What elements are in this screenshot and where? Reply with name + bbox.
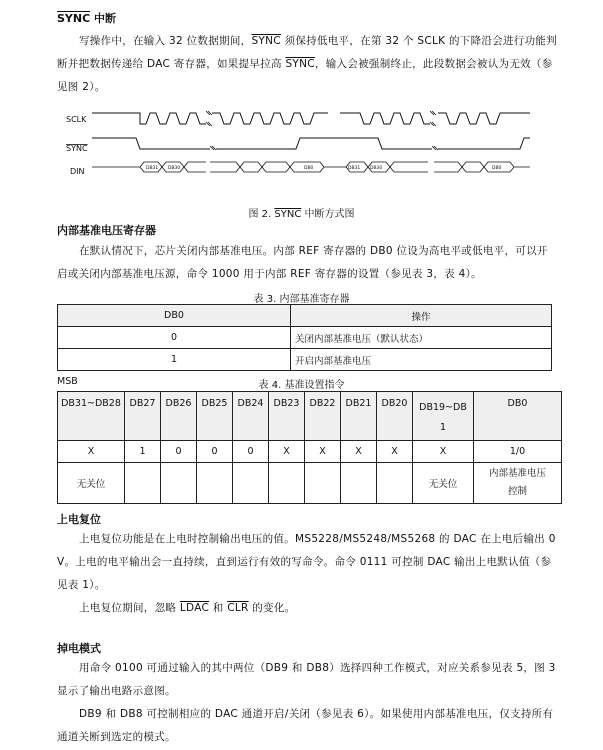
svg-text:DB0: DB0 xyxy=(304,166,314,171)
svg-text:DB31: DB31 xyxy=(146,166,159,171)
section-heading-sync-interrupt: SYNC 中断 xyxy=(57,12,117,25)
table-row: 1 开启内部基准电压 xyxy=(58,349,552,371)
svg-text:DB30: DB30 xyxy=(370,166,383,171)
sync-waveform xyxy=(92,138,530,149)
por-line4: 上电复位期间，忽略 LDAC 和 $\overline{CLR}$ 的变化。 xyxy=(79,602,296,614)
svg-text:DB0: DB0 xyxy=(492,166,502,171)
svg-text:DB30: DB30 xyxy=(168,166,181,171)
table3 xyxy=(57,304,552,371)
signal-label-sclk: SCLK xyxy=(66,115,87,124)
table-row: 无关位 无关位 内部基准电压 控制 xyxy=(58,463,562,504)
ref-paragraph-line2: 启或关闭内部基准电压源，命令 1000 用于内部 REF 寄存器的设置（参见表 3，表 4）。 xyxy=(57,268,482,280)
pd-line1: 用命令 0100 可通过输入的其中两位（DB9 和 DB8）选择四种工作模式，对应关系参见表 5，图 3 xyxy=(79,662,556,674)
pd-line4: 通道关断到选定的模式。 xyxy=(57,731,176,743)
signal-label-din: DIN xyxy=(70,167,85,176)
pd-line3: DB9 和 DB8 可控制相应的 DAC 通道开启/关闭（参见表 6）。如果使用内部基准电压，仅支持所有 xyxy=(79,708,554,720)
sync-timing-diagram xyxy=(60,108,550,183)
sclk-waveform xyxy=(92,113,530,124)
figure-caption: 图 2. SYNC 中断方式图 xyxy=(248,209,355,220)
por-line3: 见表 1）。 xyxy=(57,579,106,591)
table-row: X 1 0 0 0 X X X X X 1/0 xyxy=(58,441,562,463)
table4 xyxy=(57,391,562,504)
table-row: DB31~DB28 DB27 DB26 DB25 DB24 DB23 DB22 DB21 DB20 DB19~DB 1 DB0 xyxy=(58,392,562,441)
msb-label: MSB xyxy=(57,376,78,387)
section-heading-ref-register: 内部基准电压寄存器 xyxy=(57,224,156,237)
table3-caption: 表 3. 内部基准寄存器 xyxy=(253,294,350,305)
table-row: 0 关闭内部基准电压（默认状态） xyxy=(58,327,552,349)
section-heading-power-on-reset: 上电复位 xyxy=(57,513,101,526)
pd-line2: 显示了输出电路示意图。 xyxy=(57,685,176,697)
sync-paragraph: 写操作中，在输入 32 位数据期间，SYNC 须保持低电平，在第 32 个 SCLK 的下降沿会进行功能判断并把数据传递给 DAC 寄存器，如果提早拉高 SYNC，输入会被强制终止，此段数据会被认为无效（参见图 2）。 xyxy=(57,35,557,93)
por-line2: V。上电的电平输出会一直持续，直到运行有效的写命令。命令 0111 可控制 DAC 输出上电默认值（参 xyxy=(57,556,552,568)
por-line1: 上电复位功能是在上电时控制输出电压的值。MS5228/MS5248/MS5268 的 DAC 在上电后输出 0 xyxy=(79,533,556,545)
ref-paragraph-line1: 在默认情况下，芯片关闭内部基准电压。内部 REF 寄存器的 DB0 位设为高电平或低电平，可以开 xyxy=(79,245,548,257)
svg-text:DB31: DB31 xyxy=(348,166,361,171)
table4-caption: 表 4. 基准设置指令 xyxy=(258,380,345,391)
signal-label-sync: SYNC xyxy=(66,144,88,153)
section-heading-power-down: 掉电模式 xyxy=(57,642,101,655)
table-row: DB0 操作 xyxy=(58,305,552,327)
